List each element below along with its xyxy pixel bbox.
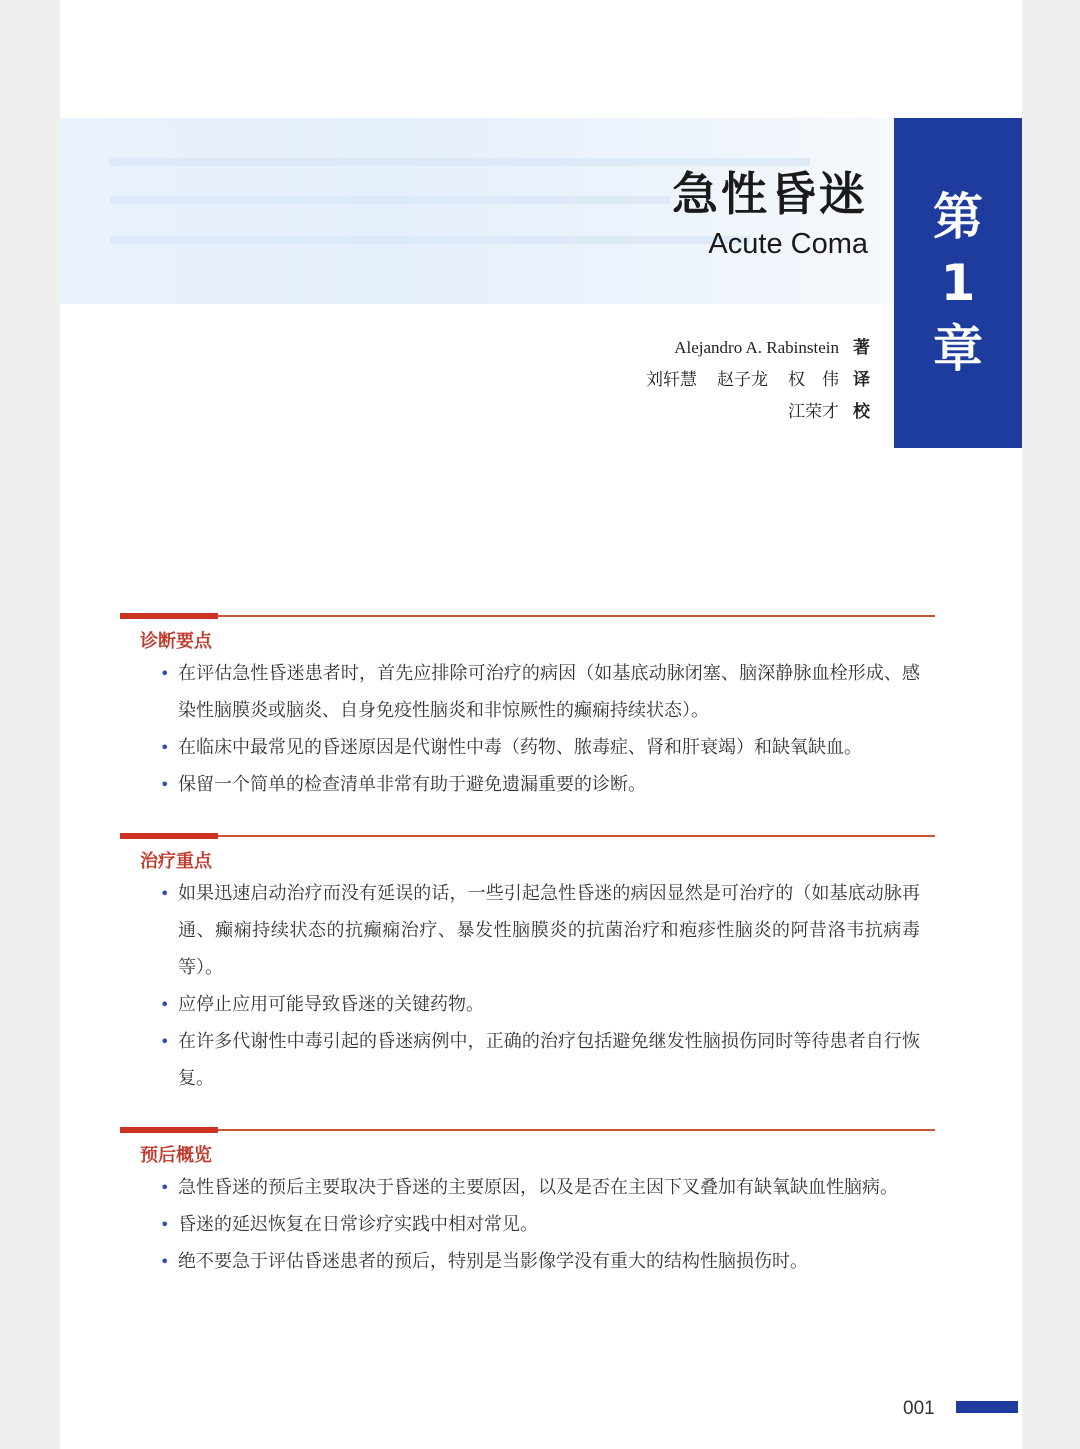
chapter-title-en: Acute Coma: [708, 228, 868, 260]
list-item-text: 如果迅速启动治疗而没有延误的话，一些引起急性昏迷的病因显然是可治疗的（如基底动脉再通、癫痫持续状态的抗癫痫治疗、暴发性脑膜炎的抗菌治疗和疱疹性脑炎的阿昔洛韦抗病毒等）。: [178, 883, 920, 978]
list-item: [160, 1023, 920, 1097]
author-name: Alejandro A. Rabinstein: [674, 338, 839, 357]
list-item-text: 在许多代谢性中毒引起的昏迷病例中，正确的治疗包括避免继发性脑损伤同时等待患者自行恢复。: [178, 1031, 920, 1089]
list-item-text: 在评估急性昏迷患者时，首先应排除可治疗的病因（如基底动脉闭塞、脑深静脉血栓形成、感染性脑膜炎或脑炎、自身免疫性脑炎和非惊厥性的癫痫持续状态）。: [178, 663, 920, 721]
chapter-title-cn: 急性昏迷: [672, 167, 868, 221]
section-heading: 治疗重点: [140, 851, 212, 872]
list-item: [160, 986, 920, 1023]
bullet-icon: •: [160, 1252, 170, 1271]
reviewer-name: 江荣才: [788, 402, 839, 422]
credit-author: [626, 332, 870, 364]
section-rule: [120, 613, 935, 619]
credit-reviewer: [626, 396, 870, 428]
section-treatment: [120, 833, 935, 1097]
banner-stripe: [110, 236, 750, 244]
list-item: [160, 1243, 920, 1280]
section-prognosis: [120, 1127, 935, 1280]
reviewer-role: 校: [853, 402, 870, 422]
bullet-icon: •: [160, 884, 170, 903]
translator-name: 权 伟: [788, 370, 839, 390]
list-item-text: 保留一个简单的检查清单非常有助于避免遗漏重要的诊断。: [178, 774, 646, 795]
section-heading: 诊断要点: [140, 631, 212, 652]
list-item: [160, 766, 920, 803]
list-item: [160, 655, 920, 729]
section-list: [160, 875, 920, 1097]
chapter-label-box: [894, 118, 1022, 448]
list-item: [160, 1206, 920, 1243]
list-item-text: 在临床中最常见的昏迷原因是代谢性中毒（药物、脓毒症、肾和肝衰竭）和缺氧缺血。: [178, 737, 862, 758]
chapter-number: 1: [940, 254, 976, 312]
page-number: 001: [903, 1398, 935, 1419]
list-item-text: 绝不要急于评估昏迷患者的预后，特别是当影像学没有重大的结构性脑损伤时。: [178, 1251, 808, 1272]
bullet-icon: •: [160, 664, 170, 683]
list-item: [160, 875, 920, 986]
section-heading: 预后概览: [140, 1145, 212, 1166]
bullet-icon: •: [160, 1032, 170, 1051]
author-role: 著: [853, 338, 870, 358]
section-diagnosis: [120, 613, 935, 803]
list-item-text: 昏迷的延迟恢复在日常诊疗实践中相对常见。: [178, 1214, 538, 1235]
list-item: [160, 729, 920, 766]
list-item: [160, 1169, 920, 1206]
credits: [626, 332, 870, 428]
list-item-text: 急性昏迷的预后主要取决于昏迷的主要原因，以及是否在主因下叉叠加有缺氧缺血性脑病。: [178, 1177, 898, 1198]
bullet-icon: •: [160, 738, 170, 757]
list-item-text: 应停止应用可能导致昏迷的关键药物。: [178, 994, 484, 1015]
section-list: [160, 1169, 920, 1280]
section-rule: [120, 1127, 935, 1133]
credit-translators: [626, 364, 870, 396]
bullet-icon: •: [160, 1178, 170, 1197]
bullet-icon: •: [160, 1215, 170, 1234]
translator-name: 赵子龙: [717, 370, 768, 390]
page-number-bar: [956, 1401, 1018, 1413]
translator-name: 刘轩慧: [646, 370, 697, 390]
bullet-icon: •: [160, 775, 170, 794]
banner-stripe: [110, 196, 670, 204]
bullet-icon: •: [160, 995, 170, 1014]
section-list: [160, 655, 920, 803]
chapter-label-char: 第: [933, 188, 983, 246]
chapter-label-char: 章: [933, 320, 983, 378]
section-rule: [120, 833, 935, 839]
translator-role: 译: [853, 370, 870, 390]
